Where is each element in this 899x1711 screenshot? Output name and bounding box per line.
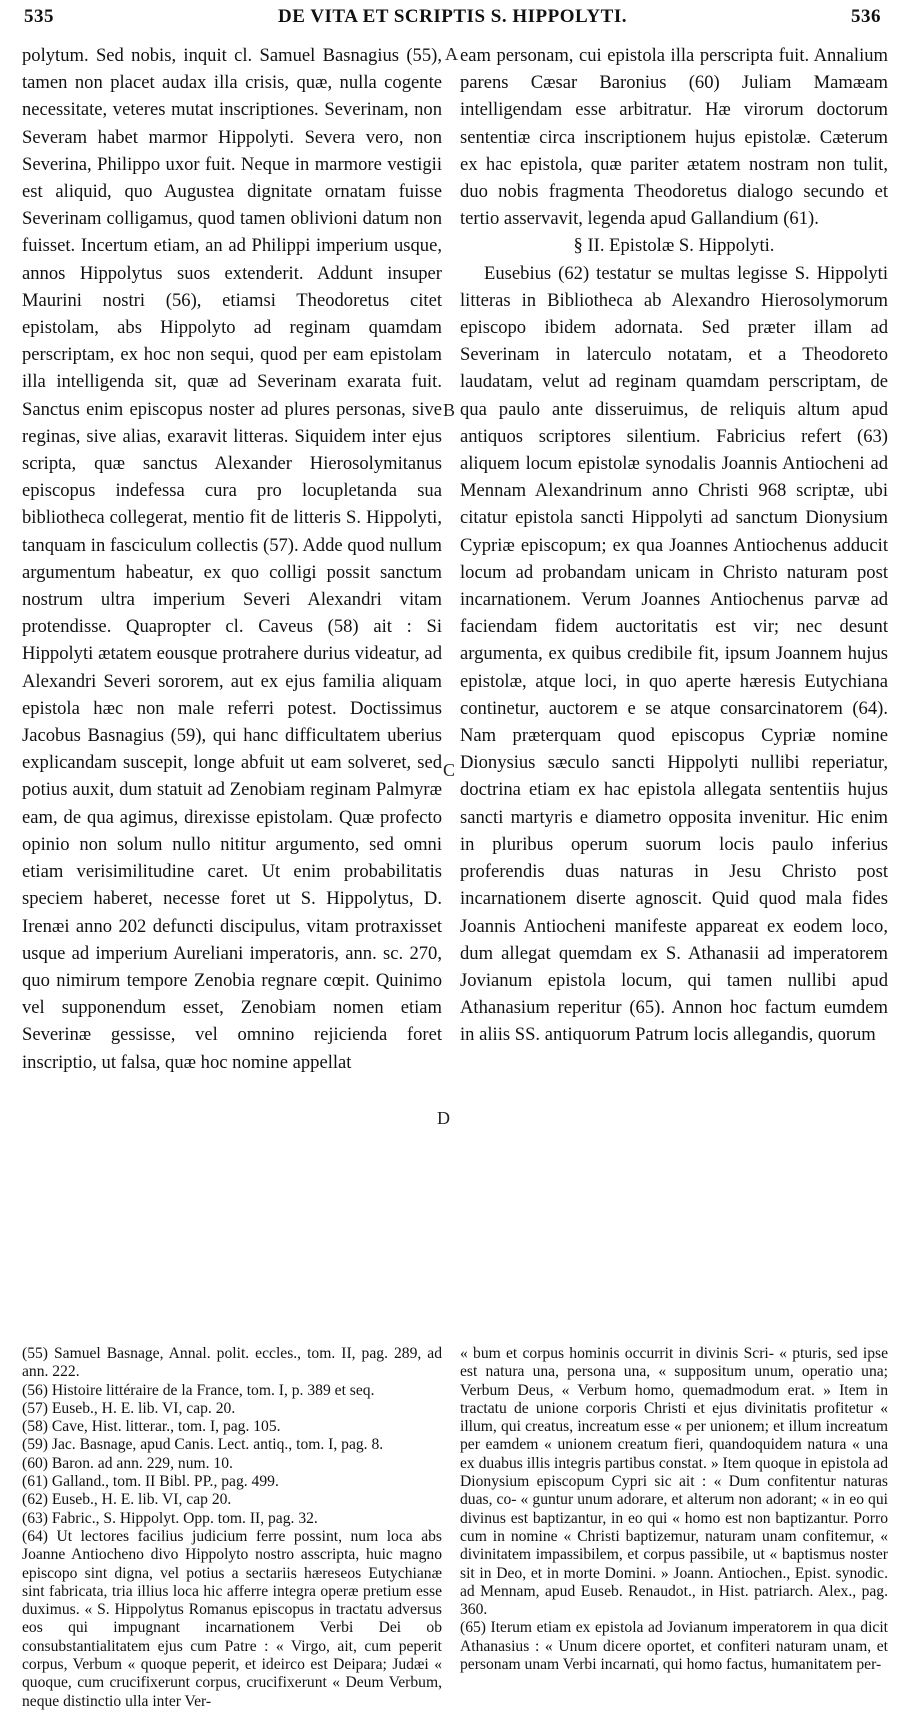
footnote: (55) Samuel Basnage, Annal. polit. eccles., tom. II, pag. 289, ad ann. 222. xyxy=(22,1345,442,1381)
main-text-right-column xyxy=(460,42,888,1332)
footnote: (62) Euseb., H. E. lib. VI, cap 20. xyxy=(22,1491,232,1509)
footnote: (60) Baron. ad ann. 229, num. 10. xyxy=(22,1454,233,1472)
footnote-continuation: « bum et corpus hominis occurrit in divinis Scri- « pturis, sed ipse est natura una, persona una, « suppositum unum, operatio una; Verbum Deus, « Verbum homo, quemadmodum erat. » Item in tractatu de unione corporis Christi et ejus divinitatis profitetur « illum, qui creatus, increatum esse « per unionem; et illum increatum per eamdem « unionem creatum fieri, quandoquidem natura « una ex duabus illis integris partibus constat. » Item quoque in epistola ad Dionysium episcopum Cypri sic ait : « Dum confitentur naturas duas, co- « guntur unum adorare, et alterum non adorant; « in eo qui divinus est baptizantur, in eo qui « homo est non baptizantur. Porro cum in nomine « Christi baptizemur, naturam unam confitemur, « divinitatem impassibilem, et corpus passibile, ut « baptismus noster sit in Deo, et in morte Domini. » Joann. Antiochen., Epist. synodic. ad Mennam, apud Euseb. Renaudot., in Hist. patriarch. Alex., pag. 360. xyxy=(460,1345,888,1619)
footnote: (65) Iterum etiam ex epistola ad Jovianum imperatorem in qua dicit Athanasius : « Unum dicere oportet, et confiteri naturam unam, et personam unam Verbi incarnati, qui homo factus, humanitatem per- xyxy=(460,1619,888,1674)
footnotes-left-column xyxy=(22,1345,442,1710)
margin-marker-b: B xyxy=(443,400,456,420)
running-title: DE VITA ET SCRIPTIS S. HIPPOLYTI. xyxy=(278,6,627,27)
footnote: (61) Galland., tom. II Bibl. PP., pag. 499. xyxy=(22,1473,279,1491)
footnote: (57) Euseb., H. E. lib. VI, cap. 20. xyxy=(22,1399,236,1417)
running-header xyxy=(24,6,881,34)
main-text-left-column xyxy=(22,42,442,1332)
margin-marker-c: C xyxy=(443,760,456,780)
page-number-right: 536 xyxy=(851,6,881,27)
footnote: (58) Cave, Hist. litterar., tom. I, pag. 105. xyxy=(22,1418,281,1436)
footnote: (64) Ut lectores facilius judicium ferre possint, num loca abs Joanne Antiocheno divo Hippolyto nostro asscripta, huic magno episcopo sint digna, vel potius a sectariis hæreseos Eutychianæ sint fabricata, tria illius loca hic afferre integra operæ pretium esse duximus. « S. Hippolytus Romanus episcopus in tractatu adversus eos qui impugnant incarnationem Verbi Dei ob consubstantialitatem ejus cum Patre : « Virgo, ait, cum peperit corpus, Verbum « quoque peperit, et ideirco est Deipara; Judæi « quoque, cum crucifixerunt corpus, crucifixerunt « Deum Verbum, neque distinctio ulla inter Ver- xyxy=(22,1527,442,1710)
body-paragraph: Eusebius (62) testatur se multas legisse S. Hippolyti litteras in Bibliotheca ab Alexandro Hierosolymorum episcopo ibidem adornata. Sed præter illam ad Severinam in laterculo notatam, et a Theodoreto laudatam, velut ad reginam quamdam perscriptam, de qua paulo ante disseruimus, de reliquis altum apud antiquos scriptores silentium. Fabricius refert (63) aliquem locum epistolæ synodalis Joannis Antiocheni ad Mennam Alexandrinum anno Christi 968 scriptæ, ubi citatur epistola sancti Hippolyti ad sanctum Dionysium Cypriæ episcopum; ex qua Joannes Antiochenus adducit locum ad probandam unicam in Christo naturam post incarnationem. Verum Joannes Antiochenus parvæ ad faciendam fidem auctoritatis est vir; nec desunt argumenta, ex quibus credibile fit, ipsum Joannem hujus epistolæ, atque loci, in quo aperte hæresis Eutychiana continetur, auctorem e se atque consarcinatorem (64). Nam præterquam quod episcopus Cypriæ nomine Dionysius sæculo sancti Hippolyti nullibi reperiatur, doctrina etiam ex hac epistola allegata sententiis hujus sancti martyris e diametro opposita invenitur. Hic enim in pluribus operum suorum locis paulo inferius proferendis duas naturas in Jesu Christo post incarnationem diserte agnoscit. Quid quod mala fides Joannis Antiocheni manifeste appareat ex eodem loco, dum allegat quemdam ex S. Athanasii ad imperatorem Jovianum epistola locum, qui tamen nullibi apud Athanasium reperitur (65). Annon hoc factum eumdem in aliis SS. antiquorum Patrum locis allegandis, quorum xyxy=(460,262,888,1046)
body-paragraph: polytum. Sed nobis, inquit cl. Samuel Basnagius (55), tamen non placet audax illa crisis, quæ, nulla cogente necessitate, veteres mutat inscriptiones. Severinam, non Severam habet marmor Hippolyti. Severa vero, non Severina, Philippo uxor fuit. Neque in marmore vestigii est aliquid, quo Augustea dignitate ornatam fuisse Severinam colligamus, quod tamen oblivioni datum non fuisset. Incertum etiam, an ad Philippi imperium usque, annos Hippolytus suos extenderit. Addunt insuper Maurini nostri (56), etiamsi Theodoretus citet epistolam, abs Hippolyto ad reginam quamdam perscriptam, ex hoc non sequi, quod per eam epistolam illa intelligenda sit, quæ ad Severinam exarata fuit. Sanctus enim episcopus noster ad plures personas, sive reginas, sive alias, exaravit litteras. Siquidem inter ejus scripta, quæ sanctus Alexander Hierosolymitanus episcopus indefessa cura pro locupletanda sua bibliotheca collegerat, mentio fit de litteris S. Hippolyti, tanquam in fasciculum collectis (57). Adde quod nullum argumentum habeatur, ex quo colligi possit sanctum nostrum ultra imperium Severi Alexandri vitam protendisse. Quapropter cl. Caveus (58) ait : Si Hippolyti ætatem eousque protrahere durius videatur, ad Alexandri Severi sororem, aut ex ejus familia aliquam epistola hæc non male referri potest. Doctissimus Jacobus Basnagius (59), qui hanc difficultatem uberius explicandam suscepit, longe abfuit ut eam solveret, sed potius auxit, dum statuit ad Zenobiam reginam Palmyræ eam, de qua agimus, direxisse epistolam. Quæ profecto opinio non solum nullo nititur argumento, sed omni etiam verisimilitudine caret. Ut enim probabilitatis speciem haberet, necesse foret ut S. Hippolytus, D. Irenæi anno 202 defuncti discipulus, vitam protraxisset usque ad imperium Aureliani imperatoris, ann. sc. 270, quo nimirum tempore Zenobia regnare cœpit. Quinimo vel supponendum esset, Zenobiam nomen etiam Severinæ gessisse, vel omnino rejicienda foret inscriptio, ut falsa, quæ hoc nomine appellat xyxy=(22,45,442,1073)
page-number-left: 535 xyxy=(24,6,54,27)
footnote: (63) Fabric., S. Hippolyt. Opp. tom. II, pag. 32. xyxy=(22,1509,318,1527)
footnotes-right-column xyxy=(460,1345,888,1674)
margin-marker-d: D xyxy=(437,1108,450,1128)
footnote: (59) Jac. Basnage, apud Canis. Lect. antiq., tom. I, pag. 8. xyxy=(22,1436,384,1454)
body-paragraph: eam personam, cui epistola illa perscripta fuit. Annalium parens Cæsar Baronius (60) Juliam Mamæam intelligendam esse arbitratur. Hæ virorum doctorum sententiæ circa inscriptionem hujus epistolæ. Cæterum ex hac epistola, quæ pariter ætatem nostram non tulit, duo nobis fragmenta Theodoretus dialogo secundo et tertio asservavit, legenda apud Gallandium (61). xyxy=(460,45,888,230)
margin-marker-a: A xyxy=(445,44,458,64)
footnote: (56) Histoire littéraire de la France, tom. I, p. 389 et seq. xyxy=(22,1381,375,1399)
section-heading: § II. Epistolæ S. Hippolyti. xyxy=(573,235,775,257)
